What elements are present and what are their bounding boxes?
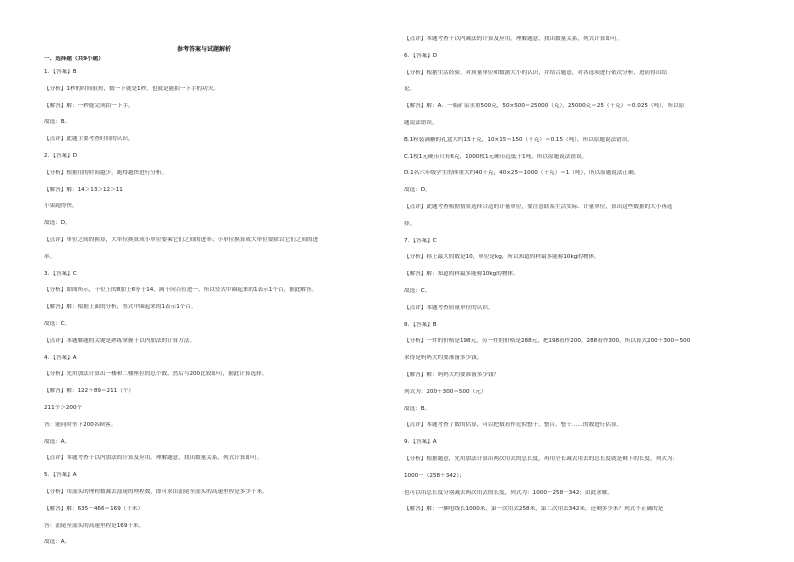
text-line: 故选：C。 [404,287,431,294]
text-line: 【分析】用汕头的理程数减去汕尾的理程数，即可求出汕尾至汕头的高速里程是多少千米。 [44,488,268,495]
text-line: 9．【答案】A [404,439,437,446]
text-line: 答：能同时坐下200名顾客。 [44,421,117,428]
text-line: 小果跑得快。 [44,203,78,210]
text-line: 5．【答案】A [44,472,77,479]
text-line: 【分析】先用加法计算出一楼和二楼座位的总个数，然后与200比较即可，据此计算选择。 [44,371,268,378]
text-line: 【解答】解：一捆电线长1000米，第一次用去258米，第二次用去342米，还剩多少米？列式不正确的是 [404,506,664,513]
text-line: 【解答】解：635－466＝169（千米） [44,505,144,512]
text-line: 【点评】本题考查千以内加法的计算及应用。理解题意，找出数量关系，列式计算即可。 [44,455,263,462]
text-line: 【解答】解：14＞13＞12＞11 [44,186,123,193]
left-column [44,38,404,546]
text-line: 6．【答案】D [404,52,438,59]
text-line: 答：汕尾至汕头的高速里程是169千米。 [44,522,145,529]
text-line: 率。 [44,253,56,260]
text-line: 【分析】根据生活经验、对质量单位和数据大小的认识，并结合题意，对各选项进行依次分析、进而得出结 [404,69,667,76]
text-line: 3．【答案】C [44,270,77,277]
text-line: 【点评】单位之间的换算，大单位换算成小单位要乘它们之间的进率；小单位换算成大单位要除以它们之间的进 [44,236,319,243]
text-line: 【解答】解：妈妈大约要准备多少钱？ [404,371,500,378]
text-line: 4．【答案】A [44,354,77,361]
text-line: 【点评】本题考查千以内减法的计算及应用。理解题意，找出数量关系，列式计算即可。 [404,36,623,42]
text-line: 【分析】如图所示，十位上的8加上6等于14，满十向百位进一，所以竖式中圈起来的1表示1个百，据此解答。 [44,287,318,294]
text-line: D.1名六年级学生的体重大约40千克，40×25＝1000（千克）＝1（吨），所以原题说法正确。 [404,170,640,177]
text-line: 故选：A。 [44,438,71,445]
text-line: 【分析】一件的价格是198元，另一件的价格是288元，把198看作200，288看作300，所以算式200＋300＝500 [404,338,691,345]
left-column-body [44,69,404,546]
text-line: 211个＞200个 [44,404,83,411]
section-heading: 一、选择题（共9小题） [44,56,104,62]
text-line: 7．【答案】C [404,237,437,244]
text-line: B.1粒装满糖的礼盒大约15千克，10×15＝150（千克）＝0.15（吨），所以原题说法错误。 [404,136,633,143]
text-line: 故选：B。 [404,405,431,412]
text-line: 故选：B。 [44,119,71,126]
right-column [404,36,766,513]
text-line: 1000－（258＋342）； [404,472,465,479]
text-line: 论。 [404,86,416,93]
text-line: 2．【答案】D [44,152,78,159]
text-line: 【分析】根据用的时间越少，跑得越快进行分析。 [44,169,168,176]
text-line: 【点评】本题考查质量单位的认识。 [404,304,494,311]
text-line: 【点评】此题考查根据情景选择合适的计量单位，要注意联系生活实际、计量单位，算出这些数据的大小再选 [404,203,673,210]
text-line: 【点评】此题主要考查时间的认识。 [44,136,134,143]
text-line: 8．【答案】B [404,321,437,328]
text-line: 故选：D。 [44,220,71,227]
text-line: C.1枚1元硬币只有6克，1000枚1元硬币远低于1吨，所以原题说法错误。 [404,153,588,160]
text-line: 【分析】根据题意，先用加法计算出两次用去的总长度，再用全长减去用去的总长度就是剩下的长度，列式为： [404,455,679,462]
text-line: 故选：D。 [404,187,431,194]
text-line: 故选：C。 [44,320,71,327]
text-line: 【解答】解：知道的秤最多能称10kg的物体。 [404,271,519,278]
text-line: 【点评】本题考查了数的估算，可以把数看作近似整十、整百、整千……的数进行估算。 [404,422,623,429]
text-line: 【解答】解：122＋89＝211（个） [44,388,135,395]
text-line: 故选：A。 [44,539,71,546]
text-line: 【解答】解：A．一瓶矿泉水重500克，50×500＝25000（克），25000克＝25（千克）＝0.025（吨），所以原 [404,103,685,110]
text-line: 也可以用总长度分别减去两次用去的长度，列式为：1000－258－342；由此求解。 [404,489,613,496]
text-line: 1．【答案】B [44,69,77,75]
text-line: 【解答】解：一秒能完成拍一下手。 [44,102,134,109]
text-line: 求得是妈妈大约要准备多少钱。 [404,355,483,362]
text-line: 【点评】本题解题的关键是熟练掌握千以内加法的计算方法。 [44,337,196,344]
text-line: 【分析】称上最大的数是10，单位是kg，所以知道的秤最多能称10kg的物体。 [404,254,600,261]
text-line: 【解答】解：根据上面的分析，竖式中圈起来的1表示1个百。 [44,304,197,311]
page-title: 参考答案与试题解析 [176,46,231,53]
text-line: 题说法错误。 [404,119,438,126]
text-line: 【分析】1秒的时间很短，数一下就是1秒，也就是能拍一下手的功夫。 [44,85,219,92]
text-line: 择。 [404,220,416,227]
right-column-body [404,36,766,513]
text-line: 列式为：200＋300＝500（元） [404,388,487,395]
